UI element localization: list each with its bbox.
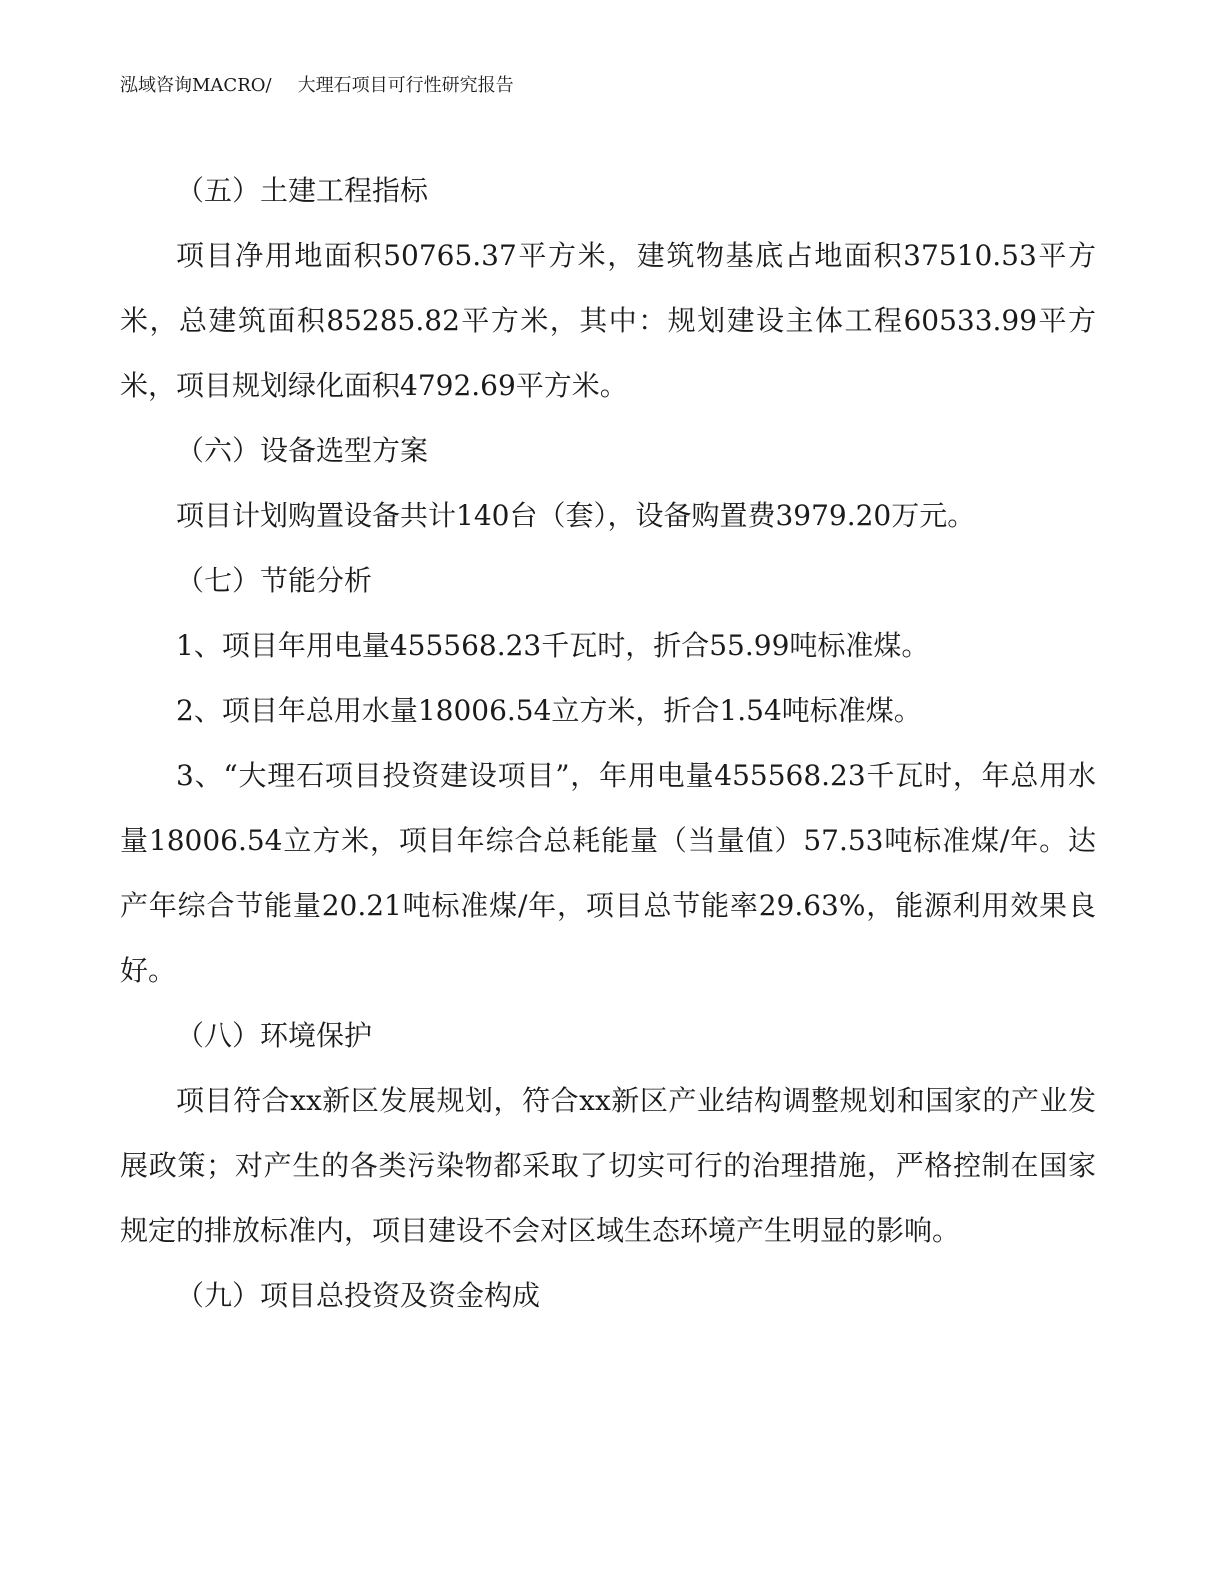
paragraph-land-area: 项目净用地面积50765.37平方米，建筑物基底占地面积37510.53平方米，总建筑面积85285.82平方米，其中：规划建设主体工程60533.99平方米，项目规划绿化面积4792.69平方米。 [120, 239, 1096, 402]
section-heading-energy: （七）节能分析 [176, 564, 373, 597]
paragraph-electricity: 1、项目年用电量455568.23千瓦时，折合55.99吨标准煤。 [176, 629, 930, 662]
paragraph-water: 2、项目年总用水量18006.54立方米，折合1.54吨标准煤。 [176, 694, 922, 727]
header-document-title: 大理石项目可行性研究报告 [297, 75, 514, 96]
header-source: 泓域咨询MACRO/ [120, 75, 272, 96]
document-body [120, 158, 1096, 1328]
running-header [120, 74, 514, 98]
section-heading-investment: （九）项目总投资及资金构成 [176, 1279, 541, 1312]
paragraph-energy-summary: 3、“大理石项目投资建设项目”，年用电量455568.23千瓦时，年总用水量18006.54立方米，项目年综合总耗能量（当量值）57.53吨标准煤/年。达产年综合节能量20.21吨标准煤/年，项目总节能率29.63%，能源利用效果良好。 [120, 759, 1096, 987]
section-heading-equipment: （六）设备选型方案 [176, 434, 429, 467]
section-heading-environment: （八）环境保护 [176, 1019, 373, 1052]
section-heading-civil-engineering: （五）土建工程指标 [176, 174, 429, 207]
paragraph-equipment: 项目计划购置设备共计140台（套），设备购置费3979.20万元。 [176, 499, 976, 532]
paragraph-environment: 项目符合xx新区发展规划，符合xx新区产业结构调整规划和国家的产业发展政策；对产生的各类污染物都采取了切实可行的治理措施，严格控制在国家规定的排放标准内，项目建设不会对区域生态环境产生明显的影响。 [120, 1084, 1096, 1247]
